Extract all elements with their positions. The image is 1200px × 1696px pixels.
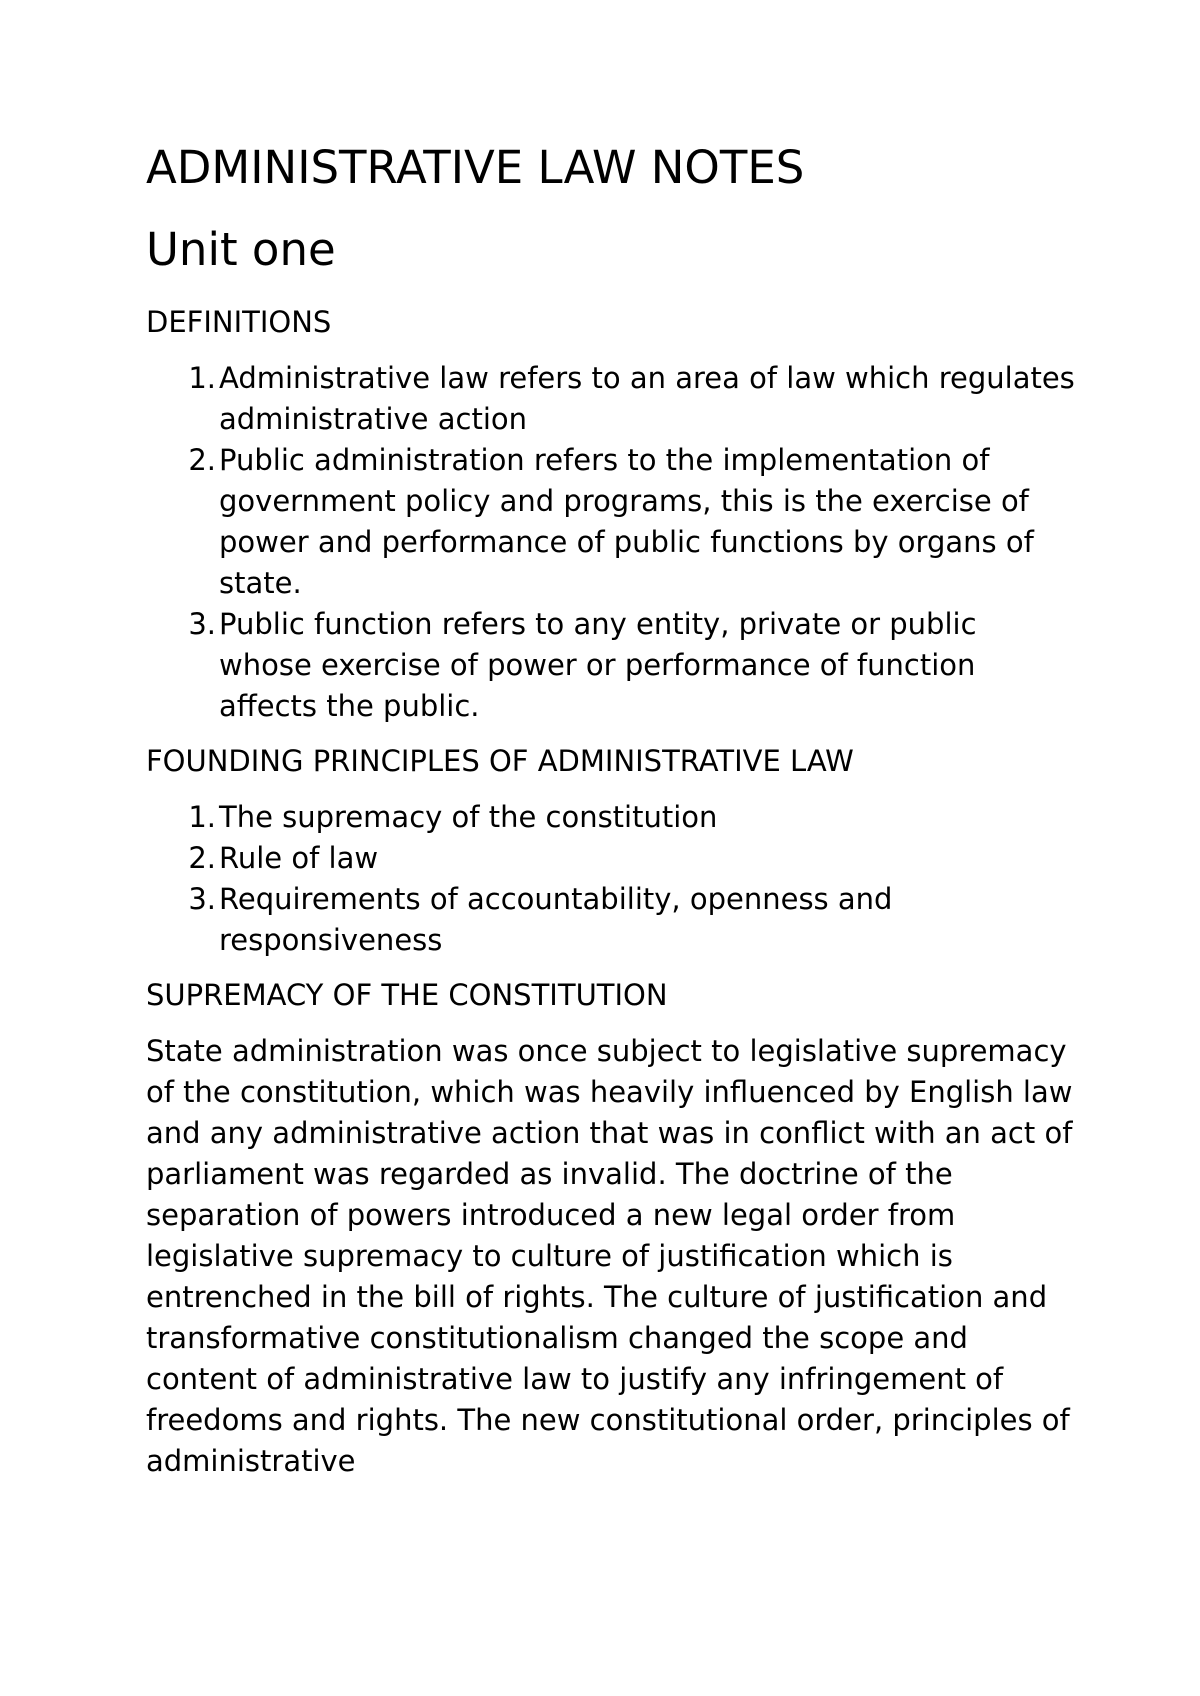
section-heading: FOUNDING PRINCIPLES OF ADMINISTRATIVE LAW <box>146 744 854 778</box>
list-item-text: The supremacy of the constitution <box>219 800 718 834</box>
list-item-text: Administrative law refers to an area of law which regulates administrative action <box>219 361 1075 436</box>
body-paragraph: State administration was once subject to legislative supremacy of the constitution, which was heavily influenced by English law and any administrative action that was in conflict with an act of parliament was regarded as invalid. The doctrine of the separation of powers introduced a new legal order from legislative supremacy to culture of justification which is entrenched in the bill of rights. The culture of justification and transformative constitutionalism changed the scope and content of administrative law to justify any infringement of freedoms and rights. The new constitutional order, principles of administrative <box>146 1034 1073 1478</box>
list-item <box>146 440 1076 604</box>
section-definitions <box>146 302 1076 727</box>
section-founding-principles <box>146 741 1076 961</box>
definitions-list <box>146 358 1076 727</box>
section-supremacy <box>146 975 1076 1482</box>
list-item <box>146 604 1076 727</box>
list-number: 3. <box>188 607 216 641</box>
document-page <box>146 138 1076 1482</box>
section-heading: SUPREMACY OF THE CONSTITUTION <box>146 978 668 1012</box>
principles-list <box>146 797 1076 961</box>
list-item-text: Public function refers to any entity, private or public whose exercise of power or performance of function affects the public. <box>219 607 977 723</box>
list-item <box>146 358 1076 440</box>
list-number: 1. <box>188 800 216 834</box>
list-number: 2. <box>188 443 216 477</box>
section-heading: DEFINITIONS <box>146 305 332 339</box>
list-item <box>146 879 1076 961</box>
list-number: 2. <box>188 841 216 875</box>
list-item-text: Requirements of accountability, openness and responsiveness <box>219 882 893 957</box>
list-item-text: Public administration refers to the implementation of government policy and programs, this is the exercise of power and performance of public functions by organs of state. <box>219 443 1034 600</box>
list-item-text: Rule of law <box>219 841 379 875</box>
list-item <box>146 838 1076 879</box>
list-item <box>146 797 1076 838</box>
list-number: 3. <box>188 882 216 916</box>
document-title: ADMINISTRATIVE LAW NOTES <box>146 141 805 194</box>
document-subtitle: Unit one <box>146 223 336 276</box>
list-number: 1. <box>188 361 216 395</box>
